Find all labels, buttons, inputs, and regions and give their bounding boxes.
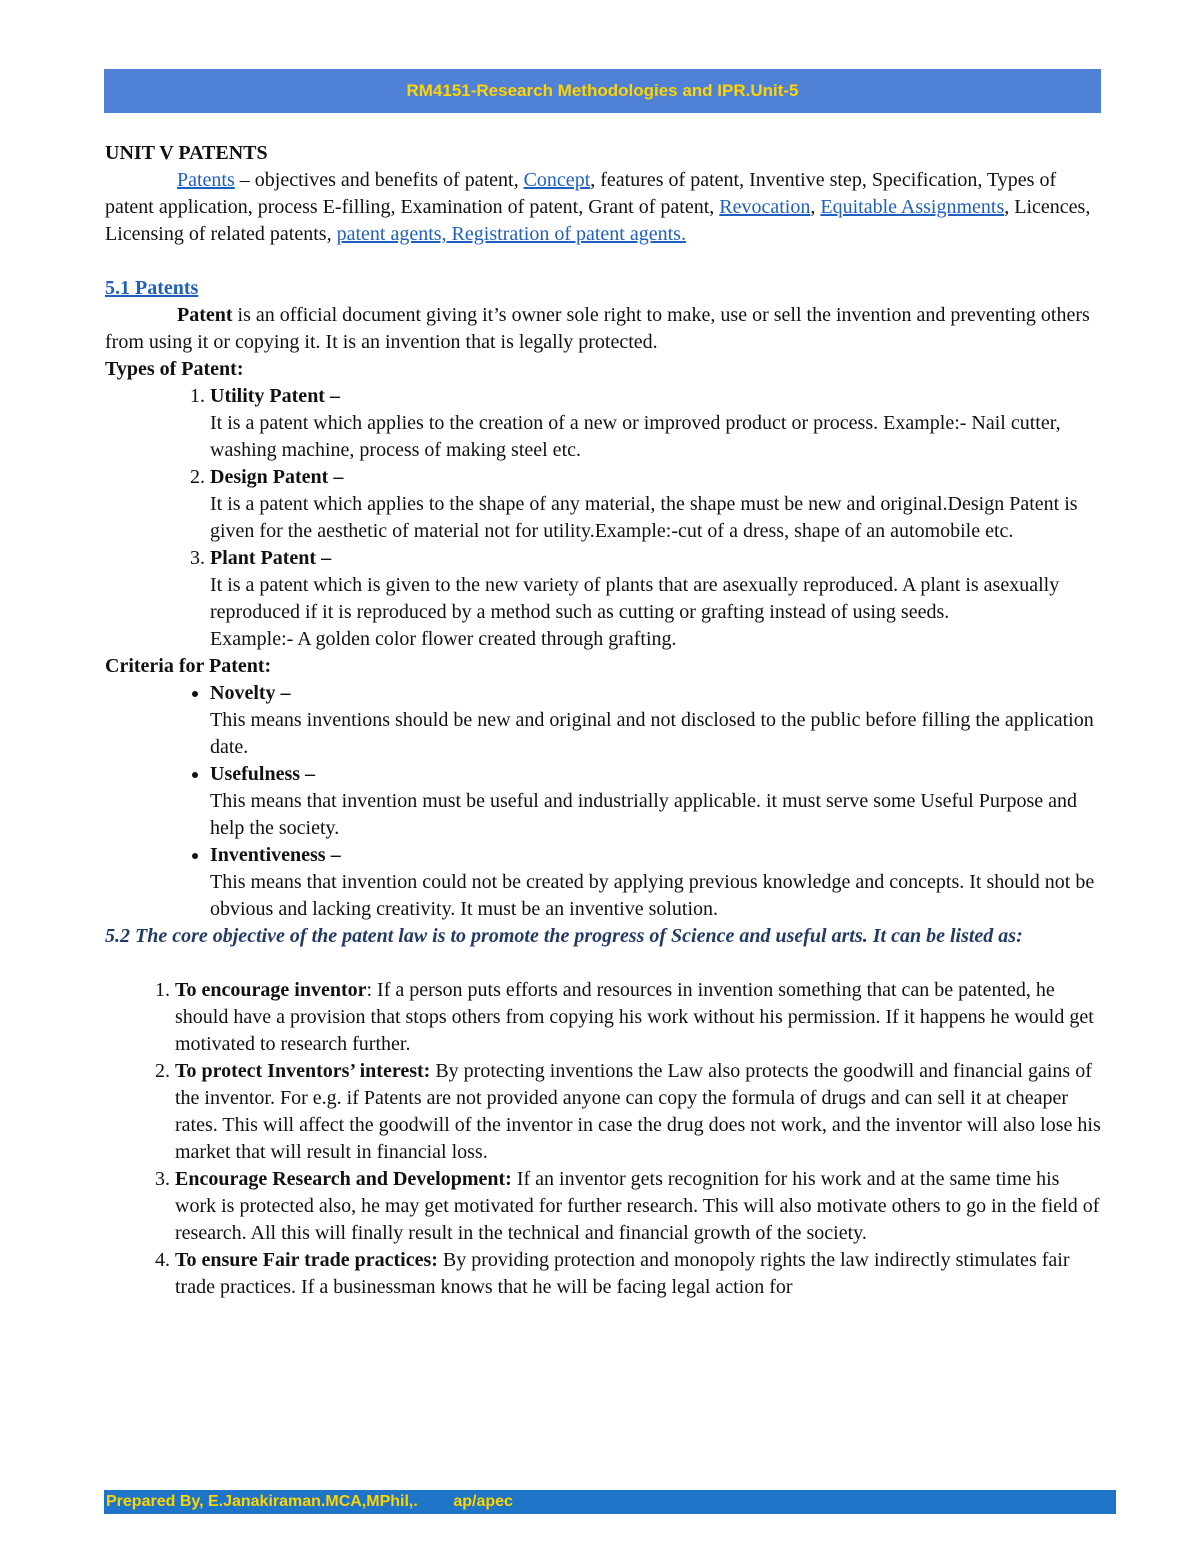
list-item: 4. To ensure Fair trade practices: By providing protection and monopoly rights the law indirectly stimulates fair trade practices. If a businessman knows that he will be facing legal action for [175, 1247, 1105, 1301]
objectives-list [105, 977, 1105, 1301]
list-item: 2. To protect Inventors’ interest: By protecting inventions the Law also protects the goodwill and financial gains of the inventor. For e.g. if Patents are not provided anyone can copy the formula of drugs and can sell it at cheaper rates. This will affect the goodwill of the inventor in case the drug does not work, and the inventor will also lose his market that will result in financial loss. [175, 1058, 1105, 1166]
link-patent-agents[interactable]: patent agents, Registration of patent agents. [336, 223, 686, 245]
list-item: • Novelty – This means inventions should be new and original and not disclosed to the public before filling the application date. [210, 680, 1105, 761]
types-heading: Types of Patent: [105, 358, 244, 380]
criteria-list [105, 680, 1105, 923]
list-item: • Usefulness – This means that invention must be useful and industrially applicable. it must serve some Useful Purpose and help the society. [210, 761, 1105, 842]
document-body [105, 140, 1105, 1301]
list-item: 1. Utility Patent – It is a patent which applies to the creation of a new or improved product or process. Example:- Nail cutter, washing machine, process of making steel etc. [210, 383, 1105, 464]
list-item: 3. Encourage Research and Development: If an inventor gets recognition for his work and at the same time his work is protected also, he may get motivated for further research. This will also motivate others to go in the field of research. All this will finally result in the technical and financial growth of the society. [175, 1166, 1105, 1247]
link-concept[interactable]: Concept [523, 169, 591, 191]
list-item: • Inventiveness – This means that invention could not be created by applying previous knowledge and concepts. It should not be obvious and lacking creativity. It must be an inventive solution. [210, 842, 1105, 923]
syllabus-paragraph: Patents – objectives and benefits of patent, Concept, features of patent, Inventive step, Specification, Types of patent application, process E-filling, Examination of patent, Grant of patent, Revocation, Equitable Assignments, Licences, Licensing of related patents, patent agents, Registration of patent agents. [105, 169, 1091, 245]
list-item: 3. Plant Patent – It is a patent which is given to the new variety of plants that are asexually reproduced. A plant is asexually reproduced if it is reproduced by a method such as cutting or grafting instead of using seeds. Example:- A golden color flower created through grafting. [210, 545, 1105, 653]
list-item: 1. To encourage inventor: If a person puts efforts and resources in invention something that can be patented, he should have a provision that stops others from copying his work without his permission. If it happens he would get motivated to research further. [175, 977, 1105, 1058]
section-5-2-title: 5.2 The core objective of the patent law is to promote the progress of Science and useful arts. It can be listed as: [105, 925, 1023, 947]
section-5-1-title[interactable]: 5.1 Patents [105, 277, 199, 299]
unit-title: UNIT V PATENTS [105, 142, 268, 164]
types-list [105, 383, 1105, 653]
link-equitable-assignments[interactable]: Equitable Assignments [820, 196, 1005, 218]
link-patents[interactable]: Patents [177, 169, 235, 191]
list-item: 2. Design Patent – It is a patent which applies to the shape of any material, the shape must be new and original.Design Patent is given for the aesthetic of material not for utility.Example:-cut of a dress, shape of an automobile etc. [210, 464, 1105, 545]
footer-text: Prepared By, E.Janakiraman.MCA,MPhil,. ap/apec [106, 1493, 513, 1510]
link-revocation[interactable]: Revocation [719, 196, 811, 218]
page-footer [104, 1490, 1116, 1514]
header-title: RM4151-Research Methodologies and IPR.Unit-5 [406, 81, 799, 100]
criteria-heading: Criteria for Patent: [105, 655, 272, 677]
page-header [104, 69, 1101, 113]
patent-definition: Patent is an official document giving it’s owner sole right to make, use or sell the invention and preventing others from using it or copying it. It is an invention that is legally protected. [105, 304, 1090, 353]
